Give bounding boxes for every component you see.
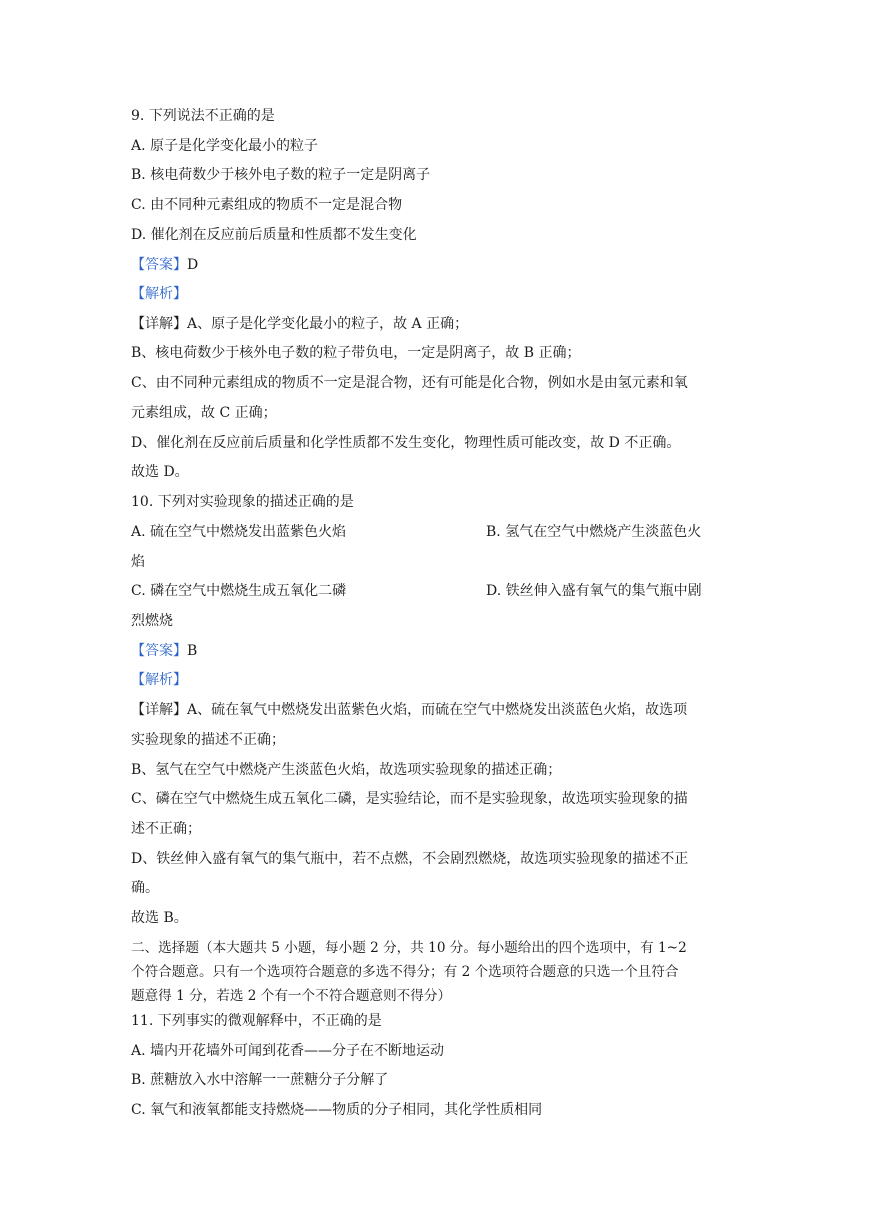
- question-11-option-b: B. 蔗糖放入水中溶解一一蔗糖分子分解了: [131, 1072, 389, 1088]
- section-2-heading-line-2: 个符合题意。只有一个选项符合题意的多选不得分；有 2 个选项符合题意的只选一个且符合: [131, 964, 679, 980]
- answer-tag: 【答案】: [131, 257, 187, 273]
- question-10-detail-line-7: 确。: [131, 880, 159, 896]
- question-10-option-b: B. 氢气在空气中燃烧产生淡蓝色火: [486, 524, 702, 540]
- question-10-analysis-line: [131, 670, 187, 690]
- question-10-answer-line: [131, 641, 197, 661]
- section-2-heading-line-3: 题意得 1 分，若选 2 个有一个不符合题意则不得分）: [131, 988, 452, 1004]
- answer-tag: 【答案】: [131, 643, 187, 659]
- question-9-detail-line-2: B、核电荷数少于核外电子数的粒子带负电，一定是阴离子，故 B 正确；: [131, 345, 581, 361]
- question-9-detail-line-4: 元素组成，故 C 正确；: [131, 405, 277, 421]
- question-11-option-a: A. 墙内开花墙外可闻到花香——分子在不断地运动: [131, 1043, 445, 1059]
- question-10-stem: 10. 下列对实验现象的描述正确的是: [131, 494, 354, 510]
- question-10-conclusion: 故选 B。: [131, 910, 188, 926]
- question-10-detail-line-3: B、氢气在空气中燃烧产生淡蓝色火焰，故选项实验现象的描述正确；: [131, 762, 562, 778]
- question-10-option-b-cont: 焰: [131, 554, 145, 570]
- detail-text: A、原子是化学变化最小的粒子，故 A 正确；: [187, 316, 469, 332]
- question-9-analysis-line: [131, 284, 187, 304]
- question-10-detail-line-6: D、铁丝伸入盛有氧气的集气瓶中，若不点燃，不会剧烈燃烧，故选项实验现象的描述不正: [131, 851, 689, 867]
- question-9-option-c: C. 由不同种元素组成的物质不一定是混合物: [131, 197, 403, 213]
- question-9-stem: 9. 下列说法不正确的是: [131, 108, 275, 124]
- question-9-answer-line: [131, 255, 198, 275]
- detail-tag: 【详解】: [131, 316, 187, 332]
- question-10-answer: B: [187, 643, 198, 659]
- question-10-detail-line-4: C、磷在空气中燃烧生成五氧化二磷，是实验结论，而不是实验现象，故选项实验现象的描: [131, 791, 688, 807]
- question-9-detail-line-5: D、催化剂在反应前后质量和化学性质都不发生变化，物理性质可能改变，故 D 不正确。: [131, 435, 681, 451]
- question-11-stem: 11. 下列事实的微观解释中，不正确的是: [131, 1013, 382, 1029]
- section-2-heading-line-1: 二、选择题（本大题共 5 小题，每小题 2 分，共 10 分。每小题给出的四个选项中，有 1~2: [131, 940, 687, 956]
- question-10-detail-line-1: [131, 700, 687, 720]
- question-10-detail-line-2: 实验现象的描述不正确；: [131, 732, 285, 748]
- question-10-option-c: C. 磷在空气中燃烧生成五氧化二磷: [131, 583, 347, 599]
- question-9-detail-line-1: [131, 314, 468, 334]
- question-10-option-a: A. 硫在空气中燃烧发出蓝紫色火焰: [131, 524, 347, 540]
- analysis-tag: 【解析】: [131, 286, 187, 302]
- question-9-detail-line-3: C、由不同种元素组成的物质不一定是混合物，还有可能是化合物，例如水是由氢元素和氧: [131, 375, 688, 391]
- question-9-option-d: D. 催化剂在反应前后质量和性质都不发生变化: [131, 227, 417, 243]
- question-10-option-d: D. 铁丝伸入盛有氧气的集气瓶中剧: [486, 583, 702, 599]
- question-10-option-d-cont: 烈燃烧: [131, 613, 173, 629]
- analysis-tag: 【解析】: [131, 672, 187, 688]
- detail-text: A、硫在氧气中燃烧发出蓝紫色火焰，而硫在空气中燃烧发出淡蓝色火焰，故选项: [187, 702, 688, 718]
- question-11-option-c: C. 氧气和液氧都能支持燃烧——物质的分子相同，其化学性质相同: [131, 1102, 543, 1118]
- question-10-detail-line-5: 述不正确；: [131, 821, 201, 837]
- question-9-option-b: B. 核电荷数少于核外电子数的粒子一定是阴离子: [131, 167, 431, 183]
- question-9-conclusion: 故选 D。: [131, 464, 189, 480]
- question-9-answer: D: [187, 257, 199, 273]
- question-9-option-a: A. 原子是化学变化最小的粒子: [131, 138, 319, 154]
- detail-tag: 【详解】: [131, 702, 187, 718]
